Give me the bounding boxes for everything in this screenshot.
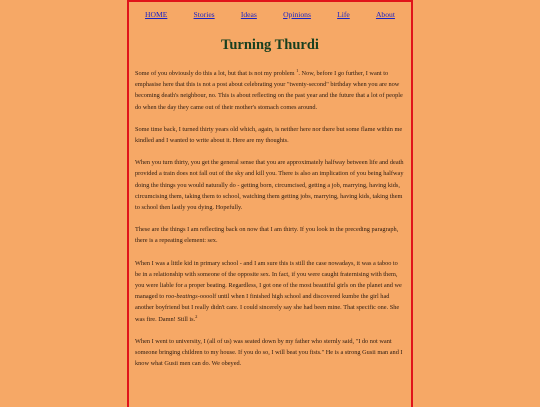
nav-link-home[interactable]: HOME [145, 10, 168, 19]
nav-link-life[interactable]: Life [337, 10, 350, 19]
article-body [129, 54, 411, 369]
paragraph-1 [135, 68, 405, 113]
footnote-ref-2[interactable]: 2 [195, 313, 198, 319]
paragraph-5-text-b: -oooolf until when I finished high school and discovered kumbe the girl had another boyfriend but I really didn't care. I could sincerely say she had been mine. That specific one. She was fire. Damn! Still is. [135, 293, 400, 323]
nav-link-stories[interactable]: Stories [193, 10, 215, 19]
paragraph-1-text: Some of you obviously do this a lot, but that is not my problem [135, 70, 297, 77]
paragraph-1-rest: . Now, before I go further, I want to emphasise here that this is not a post about celebrating your "twenty-second" birthday when you are now becoming death's neighbour, no. This is about reflecting on the past year and the future that a lot of people do when the day they came out of their mother's stomach comes around. [135, 70, 403, 111]
page-title: Turning Thurdi [221, 37, 319, 53]
nav-link-opinions[interactable]: Opinions [283, 10, 311, 19]
paragraph-3: When you turn thirty, you get the general sense that you are approximately halfway between life and death provided a train does not fall out of the sky and kill you. There is also an implication of you being halfway doing the things you would naturally do - getting born, circumcised, getting a job, marrying, having kids, circumcising them, taking them to school, watching them getting jobs, marrying, having kids, taking them to school then lastly you dying. Hopefully. [135, 159, 404, 212]
nav-link-about[interactable]: About [375, 10, 395, 19]
paragraph-2: Some time back, I turned thirty years old which, again, is neither here nor there but some flame within me kindled and I wanted to write about it. Here are my thoughts. [135, 125, 403, 145]
paragraph-6: When I went to university, I (all of us) was seated down by my father who sternly said, "I do not want someone bringing children to my house. If you do so, I will beat you fists." He is a strong Gusii man and I know what Gusii men can do. We obeyed. [135, 337, 403, 368]
paragraph-4: These are the things I am reflecting back on now that I am thirty. If you look in the preceding paragraph, there is a repeating element: sex. [135, 226, 399, 245]
nav-link-ideas[interactable]: Ideas [240, 10, 257, 19]
page-container [127, 0, 413, 407]
footnote-ref-1[interactable]: 1 [296, 67, 299, 73]
paragraph-5 [135, 258, 405, 325]
paragraph-5-text-a: When I was a little kid in primary school - and I am sure this is still the case nowadays, it was a taboo to be in a relationship with someone of the opposite sex. In fact, if you were caught fraternising with them, you were liable for a proper beating. Regardless, I got one of the most beautiful girls on the planet and we managed to [135, 259, 402, 301]
top-navigation [129, 2, 411, 19]
paragraph-5-emphasis: roo-beatings [165, 293, 198, 301]
